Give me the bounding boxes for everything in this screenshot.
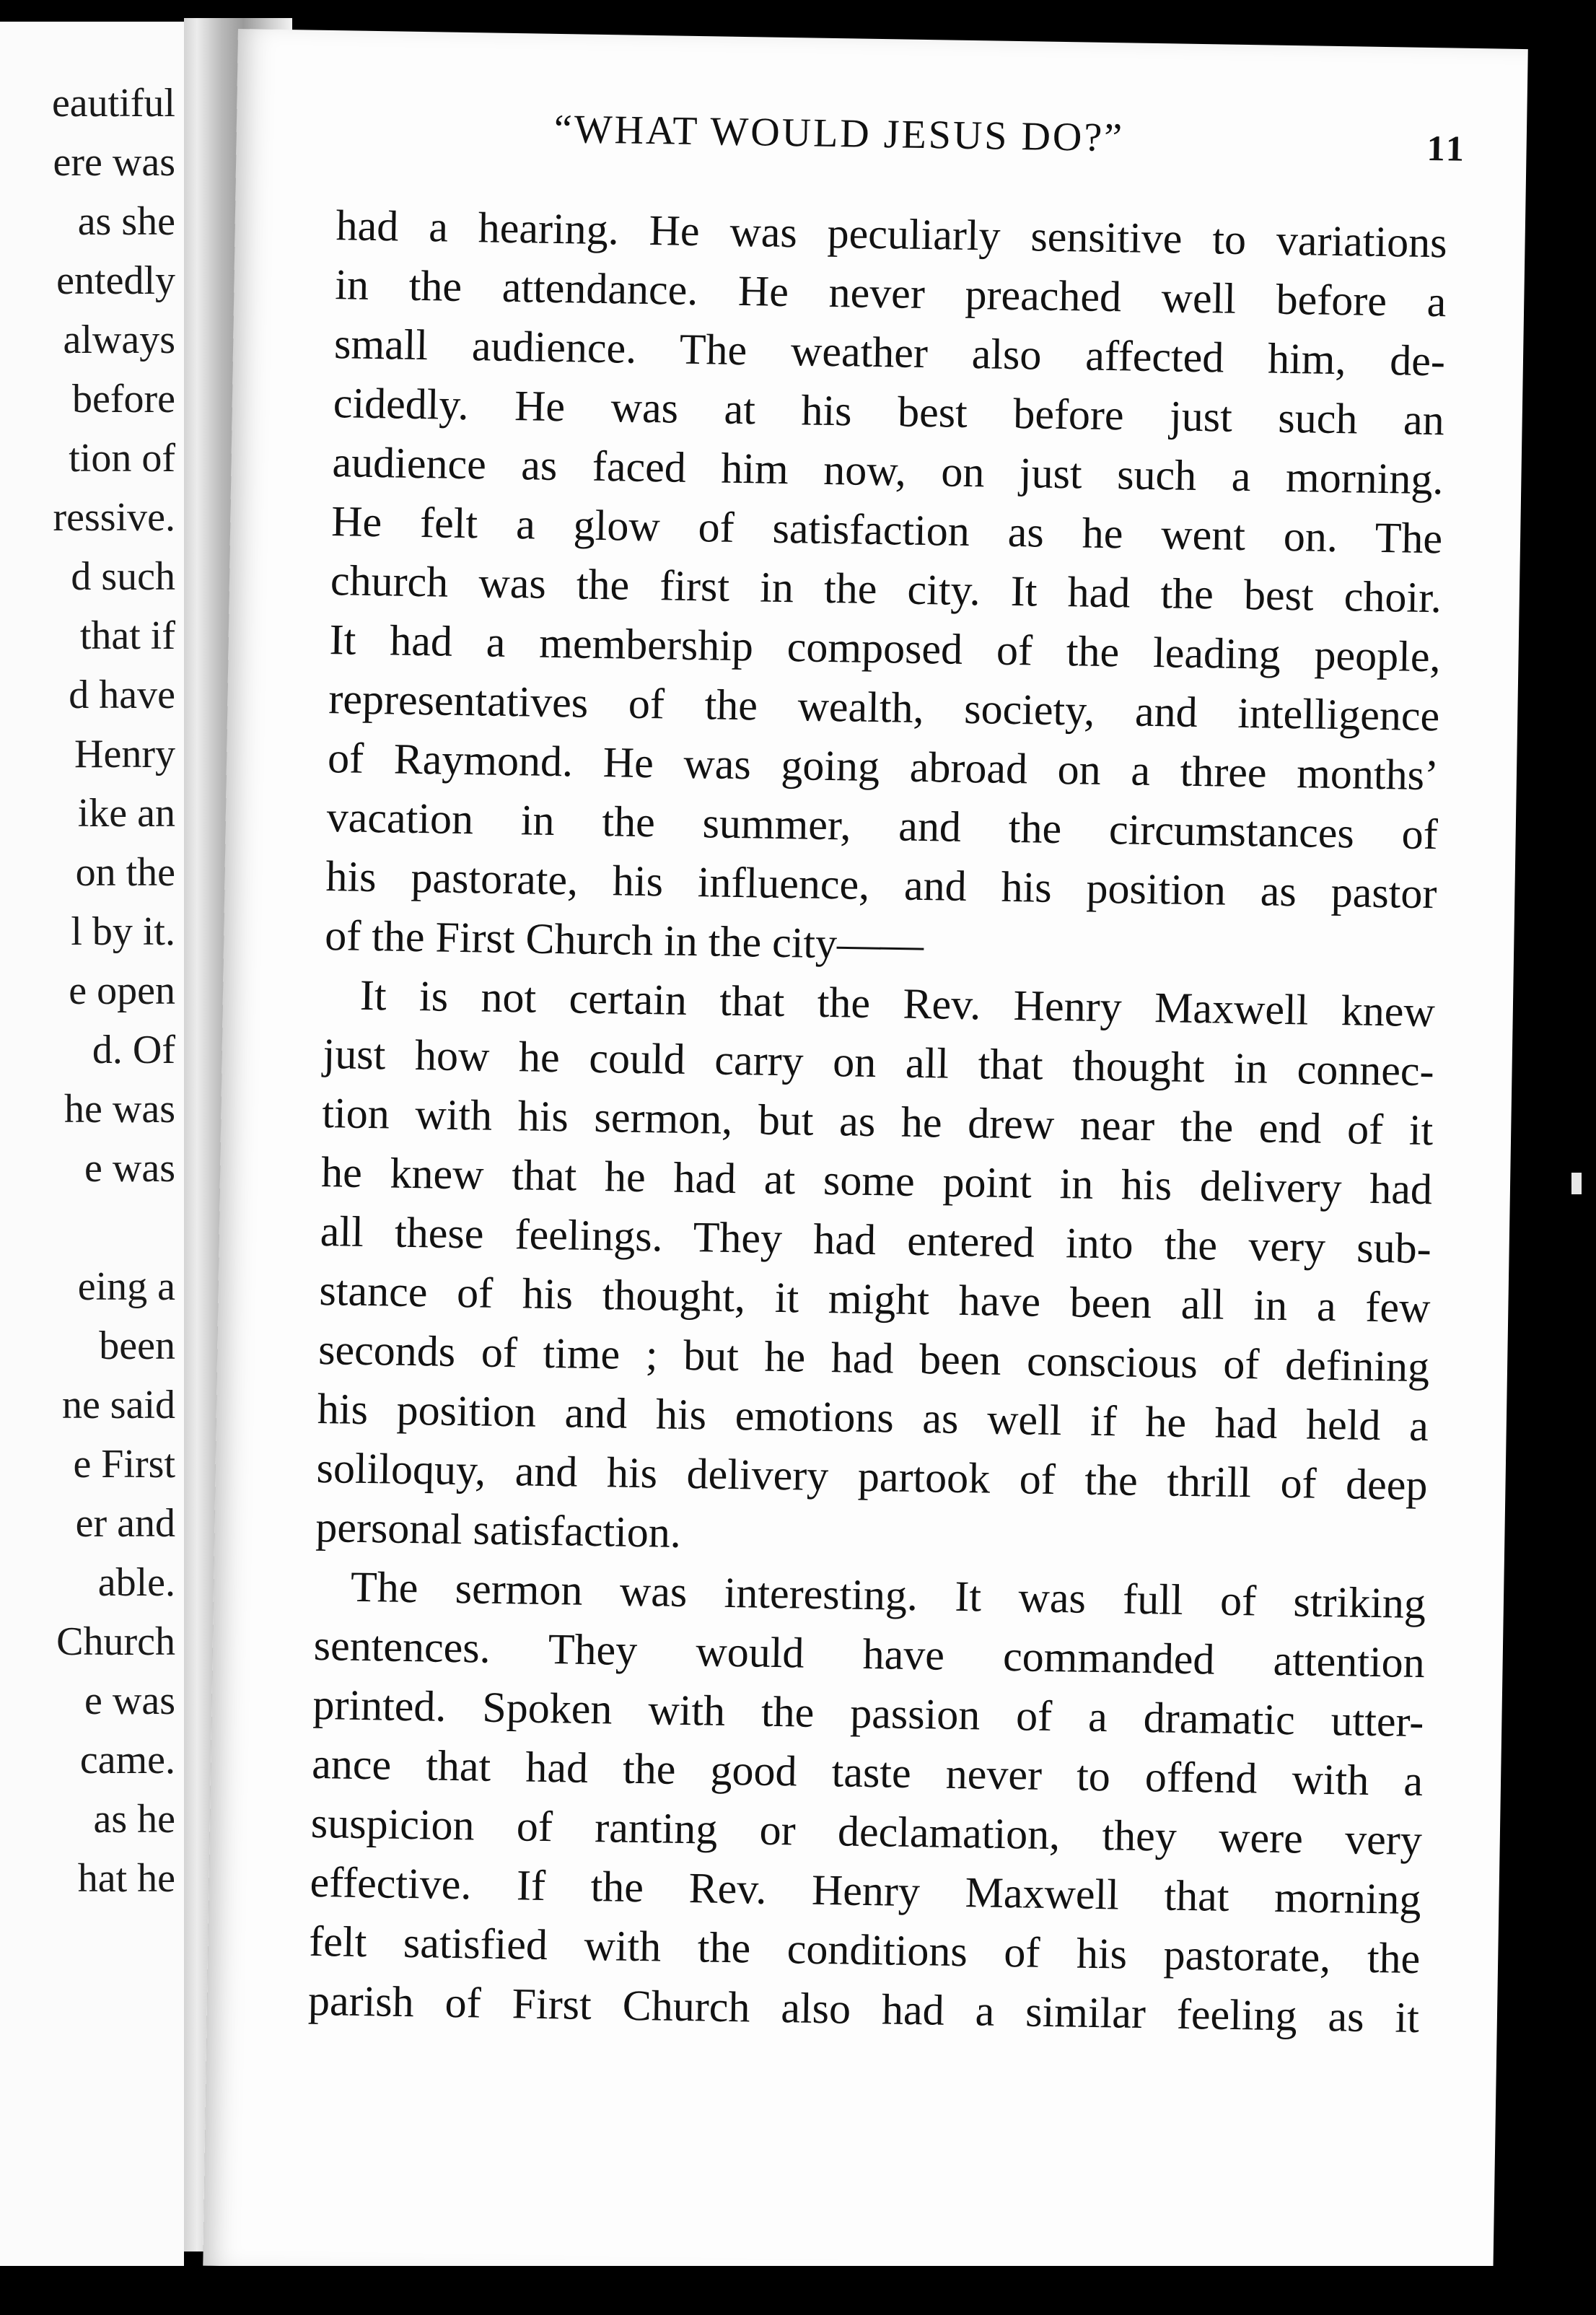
left-page-line: always <box>63 318 175 362</box>
text-line: audience as faced him now, on just such a morning. <box>332 438 1444 504</box>
text-line: church was the first in the city. It had the best choir. <box>330 556 1442 622</box>
text-line: parish of First Church also had a similar feeling as it <box>307 1976 1420 2042</box>
scan-edge-bottom <box>0 2266 1596 2315</box>
left-page-line: able. <box>97 1560 175 1605</box>
text-line: cidedly. He was at his best before just such an <box>333 379 1445 445</box>
left-page-line: that if <box>79 613 175 658</box>
text-line: just how he could carry on all that thought in connec- <box>323 1030 1435 1095</box>
text-line: he knew that he had at some point in his delivery had <box>320 1148 1433 1214</box>
text-line: representatives of the wealth, society, and intelligence <box>328 675 1440 740</box>
left-page-line: tion of <box>69 436 175 481</box>
left-page-line: l by it. <box>71 909 175 954</box>
text-line: personal satisfaction. <box>315 1502 682 1557</box>
text-line: felt satisfied with the conditions of his pastorate, the <box>308 1917 1421 1983</box>
text-line: all these feelings. They had entered into the very sub- <box>320 1207 1432 1273</box>
text-line: his position and his emotions as well if he had held a <box>317 1384 1429 1450</box>
text-line: his pastorate, his influence, and his position as pastor <box>325 852 1437 918</box>
scan-mark <box>1571 1173 1582 1194</box>
left-page-line: he was <box>64 1087 175 1132</box>
left-page-fragment <box>0 22 184 2266</box>
text-line: It had a membership composed of the leading people, <box>329 616 1442 681</box>
left-page-line: Henry <box>74 732 175 776</box>
left-page-line: d such <box>71 554 175 599</box>
left-page-line: ike an <box>77 791 175 836</box>
text-line: in the attendance. He never preached well before a <box>334 261 1447 326</box>
text-line: The sermon was interesting. It was full of striking <box>350 1562 1426 1628</box>
running-head: “WHAT WOULD JESUS DO?” <box>553 106 1125 161</box>
text-line: soliloquy, and his delivery partook of the thrill of deep <box>316 1443 1429 1510</box>
left-page-line: ne said <box>61 1383 175 1427</box>
left-page-line: entedly <box>56 258 175 303</box>
right-page <box>203 29 1527 2286</box>
text-line: printed. Spoken with the passion of a dramatic utter- <box>312 1680 1424 1746</box>
left-page-line: came. <box>79 1738 175 1782</box>
left-page-line: ere was <box>53 140 175 185</box>
text-line: seconds of time ; but he had been conscious of defining <box>317 1325 1430 1391</box>
left-page-line: on the <box>75 850 175 895</box>
page-number: 11 <box>1426 127 1468 169</box>
text-line: ance that had the good taste never to offend with a <box>311 1739 1424 1806</box>
left-page-line: been <box>99 1323 175 1368</box>
left-page-line: eautiful <box>51 81 175 126</box>
left-page-line: ressive. <box>53 495 175 540</box>
left-page-line: as she <box>77 199 175 244</box>
left-page-line: e First <box>73 1442 175 1487</box>
text-line: small audience. The weather also affected him, de- <box>333 320 1446 385</box>
left-page-line: d. Of <box>92 1028 175 1072</box>
text-line: vacation in the summer, and the circumstances of <box>326 793 1439 859</box>
left-page-line: e was <box>84 1146 175 1191</box>
text-line: tion with his sermon, but as he drew near the end of it <box>321 1089 1434 1155</box>
left-page-line: hat he <box>77 1856 175 1901</box>
left-page-line: Church <box>56 1619 175 1664</box>
left-page-line: e was <box>84 1679 175 1723</box>
text-line: effective. If the Rev. Henry Maxwell that morning <box>310 1857 1422 1924</box>
text-line: had a hearing. He was peculiarly sensitive to variations <box>336 201 1448 267</box>
left-page-line: eing a <box>77 1264 175 1309</box>
scan-edge-right <box>1528 0 1596 2315</box>
left-page-line: e open <box>69 968 175 1013</box>
text-line: sentences. They would have commanded attention <box>313 1621 1426 1687</box>
text-line: He felt a glow of satisfaction as he went on. The <box>330 497 1443 563</box>
text-line: suspicion of ranting or declamation, they were very <box>310 1798 1423 1865</box>
text-line: of Raymond. He was going abroad on a three months’ <box>327 734 1439 800</box>
text-line: It is not certain that the Rev. Henry Maxwell knew <box>359 971 1436 1036</box>
text-line: stance of his thought, it might have been all in a few <box>319 1266 1431 1332</box>
left-page-line: d have <box>69 673 175 717</box>
left-page-line: er and <box>75 1501 175 1546</box>
left-page-line: before <box>71 377 175 421</box>
left-page-line: as he <box>93 1797 175 1842</box>
text-line: of the First Church in the city—— <box>324 911 924 969</box>
